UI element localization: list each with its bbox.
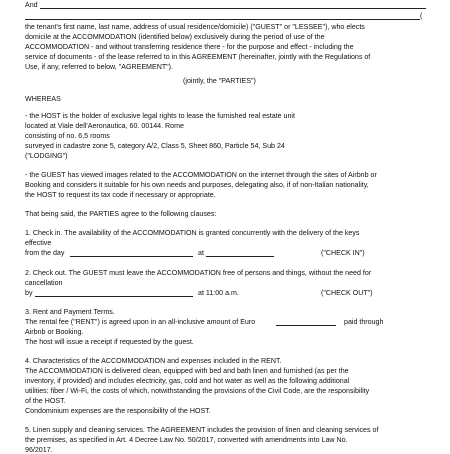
check-in-line: effective (25, 239, 52, 247)
characteristics-line: utilities: fiber / Wi-Fi, the costs of which, notwithstanding the provisions of the Civil Code, are the responsibility (25, 387, 370, 395)
whereas-guest-line: Booking and considers it suitable for his own needs and purposes, delegating also, if of non-Italian nationality, (25, 181, 369, 189)
check-out-at-label: at 11:00 a.m. (198, 289, 239, 297)
whereas-host-line: - the HOST is the holder of exclusive legal rights to lease the furnished real estate unit (25, 112, 295, 120)
header-line: service of documents - of the lease referred to in this AGREEMENT (hereinafter, jointly with the Regulations of (25, 53, 371, 61)
header-line: domicile at the ACCOMMODATION (identified below) exclusively during the period of use of the (25, 33, 325, 41)
linen-line: 5. Linen supply and cleaning services. The AGREEMENT includes the provision of linen and cleaning services of (25, 426, 379, 434)
rent-amount-field[interactable] (276, 325, 336, 326)
check-out-line: 2. Check out. The GUEST must leave the ACCOMMODATION free of persons and things, without the need for (25, 269, 372, 277)
check-in-time-field[interactable] (206, 256, 274, 257)
characteristics-line: of the HOST. (25, 397, 66, 405)
clauses-intro: That being said, the PARTIES agree to the following clauses: (25, 210, 217, 218)
guest-address-line (25, 19, 420, 20)
guest-name-line (40, 8, 426, 9)
whereas-guest-line: the HOST to request its tax code if necessary or appropriate. (25, 191, 216, 199)
whereas-host-line: located at Viale dell'Aeronautica, 60. 00144. Rome (25, 122, 184, 130)
rent-title: 3. Rent and Payment Terms. (25, 308, 115, 316)
check-out-date-field[interactable] (35, 296, 193, 297)
tenant-description: the tenant's first name, last name, address of usual residence/domicile) ("GUEST" or "LESSEE"), who elects (25, 23, 365, 31)
whereas-heading: WHEREAS (25, 95, 61, 103)
and-label: And (25, 1, 38, 9)
characteristics-line: 4. Characteristics of the ACCOMMODATION and expenses included in the RENT. (25, 357, 282, 365)
rent-line: Airbnb or Booking. (25, 328, 84, 336)
check-in-date-field[interactable] (70, 256, 193, 257)
check-out-tag: ("CHECK OUT") (321, 289, 373, 297)
whereas-host-line: surveyed in cadastre zone 5, category A/2, Class 5, Sheet 860, Particle 54, Sub 24 (25, 142, 285, 150)
check-in-at-label: at (198, 249, 204, 257)
linen-line: 96/2017. (25, 446, 53, 454)
parties-note: (jointly, the "PARTIES") (183, 77, 256, 85)
check-out-by-label: by (25, 289, 33, 297)
header-line: ACCOMMODATION - and without transferring residence there - for the purpose and effect - including the (25, 43, 354, 51)
whereas-host-line: ("LODGING") (25, 152, 68, 160)
check-in-from-label: from the day (25, 249, 65, 257)
characteristics-line: inventory, if provided) and includes electricity, gas, cold and hot water as well as the following additional (25, 377, 350, 385)
paren-open: ( (420, 12, 423, 20)
linen-line: the premises, as specified in Art. 4 Decree Law No. 50/2017, converted with amendments into Law No. (25, 436, 348, 444)
rent-line-a: The rental fee ("RENT") is agreed upon in an all-inclusive amount of Euro (25, 318, 256, 326)
check-in-line: 1. Check in. The availability of the ACCOMMODATION is granted concurrently with the delivery of the keys (25, 229, 360, 237)
characteristics-line: The ACCOMMODATION is delivered clean, equipped with bed and bath linen and furnished (as per the (25, 367, 349, 375)
header-line: Use, if any, referred to below, "AGREEMENT"). (25, 63, 174, 71)
whereas-guest-line: - the GUEST has viewed images related to the ACCOMMODATION on the internet through the sites of Airbnb or (25, 171, 377, 179)
whereas-host-line: consisting of no. 6,5 rooms (25, 132, 110, 140)
check-out-line: cancellation (25, 279, 63, 287)
check-in-tag: ("CHECK IN") (321, 249, 365, 257)
rent-line: The host will issue a receipt if requested by the guest. (25, 338, 194, 346)
characteristics-line: Condominium expenses are the responsibility of the HOST. (25, 407, 211, 415)
rent-line-b: paid through (344, 318, 384, 326)
